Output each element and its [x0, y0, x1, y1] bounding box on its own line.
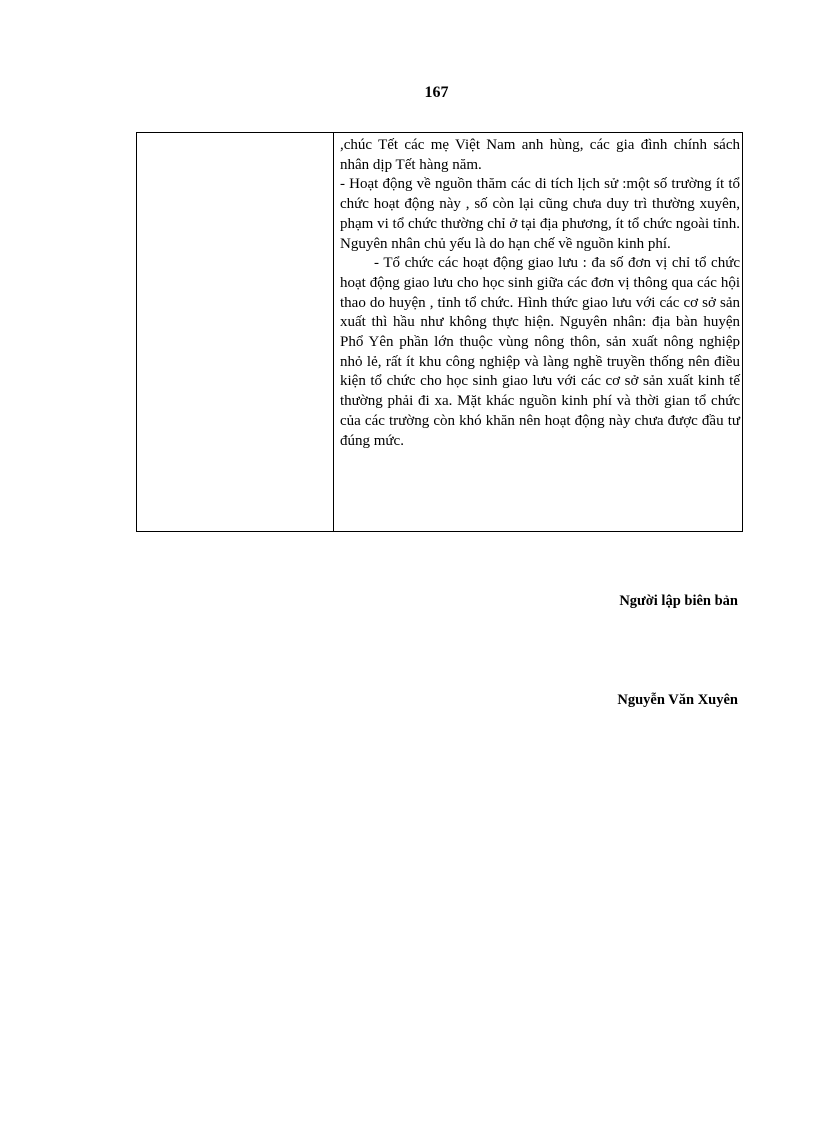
paragraph-tet-greetings: ,chúc Tết các mẹ Việt Nam anh hùng, các gia đình chính sách nhân dịp Tết hàng năm. — [340, 137, 740, 173]
content-table — [136, 132, 743, 532]
page-number: 167 — [424, 84, 449, 101]
table-left-cell — [137, 133, 334, 531]
paragraph-historical-sites: - Hoạt động về nguồn thăm các di tích lịch sử :một số trường ít tổ chức hoạt động này , số còn lại cũng chưa duy trì thường xuyên, phạm vi tổ chức thường chỉ ở tại địa phương, ít tổ chức ngoài tỉnh. Nguyên nhân chủ yếu là do hạn chế về nguồn kinh phí. — [340, 176, 740, 252]
table-right-cell — [334, 133, 742, 531]
signature-title: Người lập biên bản — [619, 593, 738, 609]
signature-name: Nguyễn Văn Xuyên — [617, 692, 738, 708]
paragraph-exchange-activities: - Tổ chức các hoạt động giao lưu : đa số đơn vị chỉ tổ chức hoạt động giao lưu cho học sinh giữa các đơn vị thông qua các hội thao do huyện , tỉnh tổ chức. Hình thức giao lưu với các cơ sở sản xuất thì hầu như không thực hiện. Nguyên nhân: địa bàn huyện Phổ Yên phần lớn thuộc vùng nông thôn, sản xuất nông nghiệp nhỏ lẻ, rất ít khu công nghiệp và làng nghề truyền thống nên điều kiện tổ chức cho học sinh giao lưu với các cơ sở sản xuất kinh tế thường phải đi xa. Mặt khác nguồn kinh phí và thời gian tổ chức của các trường còn khó khăn nên hoạt động này chưa được đầu tư đúng mức. — [340, 255, 740, 449]
